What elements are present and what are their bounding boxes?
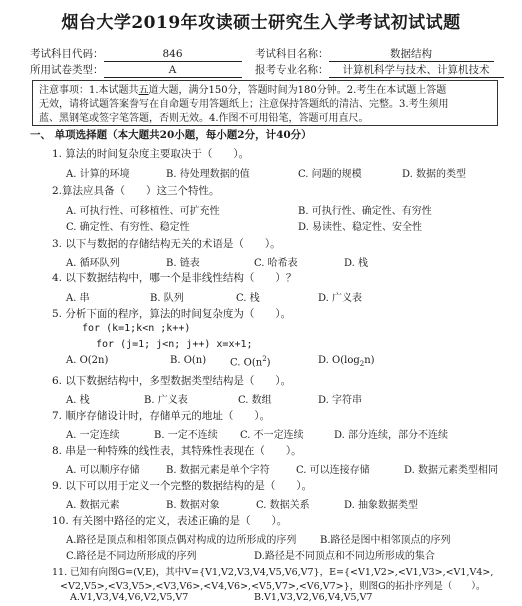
q8-option-a: A. 可以顺序存储 <box>66 465 140 476</box>
question-3: 3. 以下与数据的存储结构无关的术语是（ ）。 <box>52 238 281 250</box>
question-count: 五 <box>138 85 149 96</box>
q8-option-b: B. 数据元素是单个字符 <box>166 465 270 476</box>
q6-option-d: D. 字符串 <box>318 395 363 406</box>
q5-option-b: B. O(n) <box>170 355 207 366</box>
q5-option-d-text: D. O(log <box>318 355 360 366</box>
q1-option-c: C. 问题的规模 <box>298 169 362 180</box>
q8-option-c: C. 可以连接存储 <box>296 465 370 476</box>
question-2: 2.算法应具备（ ）这三个特性。 <box>52 185 220 197</box>
notice-line-1 <box>39 84 491 98</box>
question-5: 5. 分析下面的程序，算法的时间复杂度为（ ）。 <box>52 308 292 320</box>
q6-option-b: B. 广义表 <box>144 395 188 406</box>
q2-option-b: B. 可执行性、确定性、有穷性 <box>298 206 432 217</box>
q6-option-a: A. 栈 <box>66 395 90 406</box>
question-7: 7. 顺序存储设计时，存储单元的地址（ ）。 <box>52 410 271 422</box>
subject-code-row <box>30 46 242 62</box>
q9-option-a: A. 数据元素 <box>66 500 120 511</box>
q4-option-d: D. 广义表 <box>318 293 363 304</box>
question-4: 4. 以下数据结构中，哪一个是非线性结构（ ）？ <box>52 272 297 284</box>
q11-option-a: A.V1,V3,V4,V6,V2,V5,V7 <box>70 592 189 603</box>
q2-option-a: A. 可执行性、可移植性、可扩充性 <box>66 206 220 217</box>
paper-type-row <box>30 62 242 78</box>
question-6: 6. 以下数据结构中，多型数据类型结构是（ ）。 <box>52 375 292 387</box>
q5-code-line-2: for (j=1; j<n; j++) x=x+1; <box>96 339 253 350</box>
subject-name-label: 考试科目名称： <box>255 48 329 60</box>
q7-option-d: D. 部分连续，部分不连续 <box>334 430 449 441</box>
major-label: 报考专业名称： <box>255 64 329 76</box>
q9-option-b: B. 数据对象 <box>166 500 220 511</box>
q5-option-c: C. $O(n^2)$ <box>230 355 271 369</box>
q11-option-b: B.V1,V3,V2,V6,V4,V5,V7 <box>254 592 373 603</box>
q5-option-a: A. O(2n) <box>66 355 109 366</box>
q5-option-d-tail: n) <box>364 355 375 366</box>
q8-option-d: D. 数据元素类型相同 <box>404 465 499 476</box>
q5-option-c-exponent: 2 <box>262 355 267 363</box>
q7-option-b: B. 一定不连续 <box>154 430 218 441</box>
subject-name: 数据结构 <box>329 48 494 62</box>
question-11-line-2: <V2,V5>,<V3,V5>,<V3,V6>,<V4,V6>,<V5,V7>,<V6,V7>}，则图G的拓扑序列是（ ）。 <box>60 581 486 592</box>
q10-option-c: C.路径是不同边所形成的序列 <box>66 551 197 562</box>
q5-option-c-text: C. O(n <box>230 357 263 369</box>
exam-title: 烟台大学2019年攻读硕士研究生入学考试初试试题 <box>61 13 461 33</box>
q9-option-d: D. 抽象数据类型 <box>344 500 419 511</box>
q2-option-d: D. 易读性、稳定性、安全性 <box>298 222 423 233</box>
question-10: 10. 有关图中路径的定义，表述正确的是（ ）。 <box>52 515 288 527</box>
notice-line-2: 无效，请将试题答案誊写在自命题专用答题纸上；注意保持答题纸的清洁、完整。3.考生须用 <box>39 99 449 110</box>
major-row <box>255 62 504 78</box>
paper-type-label: 所用试卷类型： <box>30 64 104 76</box>
q5-option-d-base: 2 <box>359 360 365 368</box>
q9-option-c: C. 数据关系 <box>256 500 310 511</box>
q5-option-d <box>318 355 375 368</box>
major: 计算机科学与技术、计算机技术 <box>329 64 504 78</box>
q2-option-c: C. 确定性、有穷性、稳定性 <box>66 222 190 233</box>
q1-option-d: D. 数据的类型 <box>402 169 467 180</box>
subject-code: 846 <box>104 48 242 62</box>
q7-option-a: A. 一定连续 <box>66 430 120 441</box>
q4-option-a: A. 串 <box>66 293 90 304</box>
q1-option-a: A. 计算的环境 <box>66 169 130 180</box>
question-11-line-1: 11. 已知有向图G=(V,E)，其中V={V1,V2,V3,V4,V5,V6,V7}，E={<V1,V2>,<V1,V3>,<V1,V4>, <box>52 567 494 578</box>
question-1: 1. 算法的时间复杂度主要取决于（ ）。 <box>52 148 250 160</box>
notice-line-3: 蓝、黑钢笔或签字笔答题，否则无效。4.作图不可用铅笔，答题可用直尺。 <box>39 113 369 124</box>
notice-line-1b: 道大题，满分150分，答题时间为180分钟。2.考生在本试题上答题 <box>148 85 447 96</box>
q3-option-b: B. 链表 <box>166 258 200 269</box>
subject-code-label: 考试科目代码： <box>30 48 104 60</box>
question-8: 8. 串是一种特殊的线性表，其特殊性表现在（ ）。 <box>52 445 302 457</box>
q10-option-b: B.路径是图中相邻顶点的序列 <box>320 535 451 546</box>
q3-option-a: A. 循环队列 <box>66 258 120 269</box>
notice-line-1a: 注意事项：1.本试题共 <box>39 85 139 96</box>
q4-option-c: C. 栈 <box>236 293 260 304</box>
question-9: 9. 以下可以用于定义一个完整的数据结构的是（ ）。 <box>52 480 313 492</box>
section-heading: 一、 单项选择题（本大题共20小题，每小题2分，计40分） <box>30 129 312 141</box>
q7-option-c: C. 不一定连续 <box>240 430 304 441</box>
q3-option-c: C. 哈希表 <box>254 258 298 269</box>
paper-type: A <box>104 64 242 78</box>
subject-name-row <box>255 46 494 62</box>
q5-code-line-1: for (k=1;k<n ;k++) <box>82 323 191 334</box>
q1-option-b: B. 待处理数据的值 <box>166 169 250 180</box>
q6-option-c: C. 数组 <box>238 395 272 406</box>
q4-option-b: B. 队列 <box>150 293 184 304</box>
notice-box <box>32 80 498 126</box>
q3-option-d: D. 栈 <box>344 258 369 269</box>
q10-option-d: D.路径是不同顶点和不同边所形成的集合 <box>254 551 435 562</box>
q10-option-a: A.路径是顶点和相邻顶点偶对构成的边所形成的序列 <box>66 535 297 546</box>
